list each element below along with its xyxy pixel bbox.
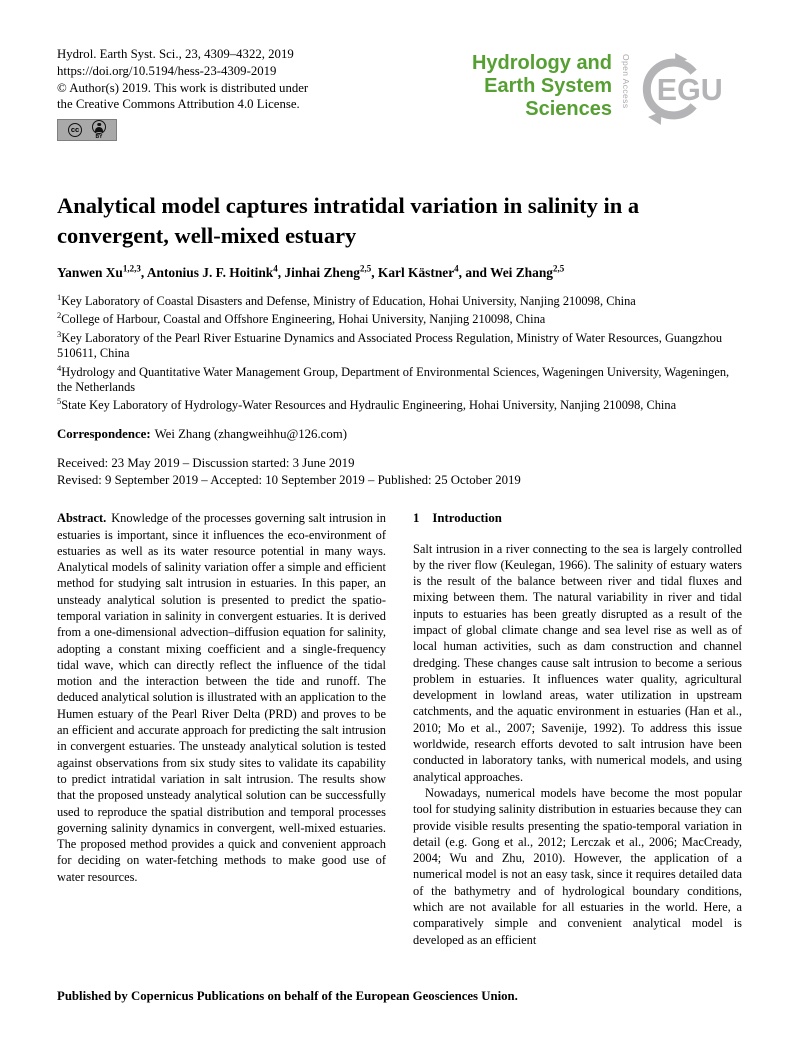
- abstract-label: Abstract.: [57, 511, 107, 526]
- open-access-label: Open Access: [621, 54, 631, 109]
- introduction-paragraph-1: Salt intrusion in a river connecting to the sea is largely controlled by the river flow (Keulegan, 1966). The salinity of estuary waters is the result of the balance between river and tidal fluxes and mixing between them. The natural variability in river and tidal inputs to estuaries has been greatly disrupted as a result of the impact of global climate change and sea level rise as well as of local human activities, such as dam construction and channel dredging. These changes cause salt intrusion to become a serious problem in estuaries. It influences water quality, agricultural development in lowland areas, water utilization in upstream catchments, and the aquatic environment in estuaries (Han et al., 2010; Mo et al., 2007; Savenije, 1992). To address this issue worldwide, research efforts devoted to salt intrusion have been conducted in laboratory tanks, with numerical models, and using analytical approaches.: [413, 541, 742, 784]
- affiliation: $^4$Hydrology and Quantitative Water Management Group, Department of Environmental Sciences, Wageningen University, Wageningen, the Netherlands: [57, 362, 730, 394]
- cc-icon: [68, 123, 82, 137]
- abstract-paragraph: [57, 510, 386, 885]
- author: Wei Zhang$^{2,5}$: [490, 263, 565, 280]
- journal-name-line-2: Earth System: [484, 75, 612, 97]
- affiliation: $^3$Key Laboratory of the Pearl River Estuarine Dynamics and Associated Process Regulation, Ministry of Water Resources, Guangzhou 510611, China: [57, 329, 723, 361]
- introduction-paragraph-2: Nowadays, numerical models have become the most popular tool for studying salinity distribution in estuaries because they can provide visible results presenting the spatio-temporal variation in detail (e.g. Gong et al., 2012; Lerczak et al., 2006; MacCready, 2004; Wu and Zhu, 2010). However, the application of a numerical model is not an easy task, since it requires detailed data of the bathymetry and of hydrological boundary conditions, which are not available for all estuaries in the world. Here, a comparatively simple and convenient analytical model is developed as an efficient: [413, 785, 742, 947]
- page-header: [0, 0, 799, 141]
- egu-label: EGU: [656, 73, 723, 108]
- section-heading: [413, 510, 742, 526]
- section-number: 1: [413, 511, 420, 526]
- doi-link[interactable]: https://doi.org/10.5194/hess-23-4309-2019: [57, 63, 277, 78]
- section-title: Introduction: [432, 511, 502, 526]
- correspondence-contact: Wei Zhang (zhangweihhu@126.com): [154, 427, 347, 442]
- affiliation: $^2$College of Harbour, Coastal and Offshore Engineering, Hohai University, Nanjing 210098, China: [57, 310, 546, 327]
- journal-name-line-1: Hydrology and: [471, 52, 612, 74]
- correspondence-label: Correspondence:: [57, 427, 151, 442]
- person-icon: [92, 120, 106, 134]
- journal-citation: Hydrol. Earth Syst. Sci., 23, 4309–4322, 2019: [57, 47, 294, 61]
- cc-label: cc: [70, 125, 80, 135]
- affiliation: $^1$Key Laboratory of Coastal Disasters and Defense, Ministry of Education, Hohai University, Nanjing 210098, China: [57, 291, 636, 308]
- author-line: [57, 263, 742, 280]
- author: Antonius J. F. Hoitink$^4$,: [146, 263, 285, 280]
- dates-block: [57, 455, 742, 489]
- received-line: Received: 23 May 2019 – Discussion started: 3 June 2019: [57, 456, 355, 471]
- citation-block: [57, 46, 308, 141]
- author: Karl Kästner$^4$, and: [377, 263, 491, 280]
- introduction-section: [413, 510, 742, 986]
- two-column-body: [57, 510, 742, 986]
- journal-name: [472, 46, 612, 121]
- license-line-1: © Author(s) 2019. This work is distributed under: [57, 80, 309, 95]
- author: Jinhai Zheng$^{2,5}$,: [284, 263, 378, 280]
- egu-logo-icon: [640, 46, 744, 132]
- publisher-footer: Published by Copernicus Publications on behalf of the European Geosciences Union.: [57, 989, 518, 1003]
- journal-logo-block: [472, 46, 744, 132]
- correspondence-line: [57, 427, 742, 442]
- abstract-section: [57, 510, 386, 986]
- journal-name-line-3: Sciences: [525, 98, 612, 120]
- affiliations-block: [57, 290, 742, 414]
- cc-by-badge[interactable]: [57, 119, 117, 141]
- license-line-2: the Creative Commons Attribution 4.0 License.: [57, 97, 300, 112]
- affiliation: $^5$State Key Laboratory of Hydrology-Water Resources and Hydraulic Engineering, Hohai University, Nanjing 210098, China: [57, 396, 677, 413]
- paper-title: Analytical model captures intratidal variation in salinity in a convergent, well-mixed estuary: [57, 193, 640, 249]
- by-label: BY: [95, 134, 103, 141]
- abstract-text: Knowledge of the processes governing salt intrusion in estuaries is important, since it influences the eco-environment of estuaries as well as its water resource potential in many ways. Analytical models of salinity variation offer a simple and efficient method for studying salt intrusion in estuaries. In this paper, an unsteady analytical solution is presented to predict the spatio-temporal variation in salinity in convergent estuaries. It is derived from a one-dimensional advection–diffusion equation for salinity, adopting a constant mixing coefficient and a single-frequency tidal wave, which can directly reflect the influence of the tidal motion and the interaction between the tide and runoff. The deduced analytical solution is illustrated with an application to the Humen estuary of the Pearl River Delta (PRD) and proves to be an efficient and accurate approach for predicting the salt intrusion in convergent estuaries. The unsteady analytical solution is tested against observations from six study sites to validate its capability to predict intratidal variation in salt intrusion. The results show that the proposed unsteady analytical solution can be successfully used to reproduce the spatial distribution and temporal processes governing salinity dynamics in convergent, well-mixed estuaries. The proposed method provides a quick and convenient approach for deciding on water-fetching methods to make good use of water resources.: [57, 511, 386, 884]
- author: Yanwen Xu$^{1,2,3}$,: [57, 263, 147, 280]
- revised-line: Revised: 9 September 2019 – Accepted: 10 September 2019 – Published: 25 October 2019: [57, 473, 521, 488]
- attribution-badge: [92, 120, 106, 140]
